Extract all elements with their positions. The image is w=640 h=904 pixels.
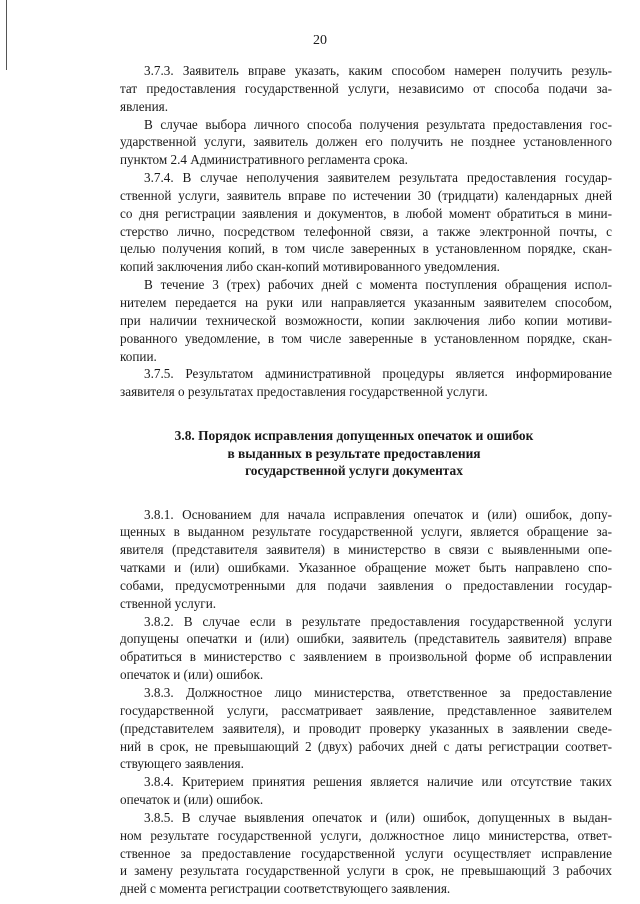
text-line: 3.7.3. Заявитель вправе указать, каким способом намерен получить резуль-	[144, 63, 612, 78]
text-line: обратиться в министерство с заявлением в произвольной форме об исправлении	[120, 649, 612, 665]
section-3-7-text	[96, 62, 612, 401]
text-line: явления.	[120, 98, 169, 114]
heading-line: 3.8. Порядок исправления допущенных опечаток и ошибок	[174, 428, 534, 444]
paragraph	[96, 506, 612, 613]
text-line: 3.8.5. В случае выявления опечаток и (или) ошибок, допущенных в выдан-	[144, 809, 612, 825]
text-line: (представителем заявителя), и проводит проверку указанных в заявлении сведе-	[120, 720, 612, 736]
text-line: пунктом 2.4 Административного регламента срока.	[120, 152, 408, 168]
text-line: при наличии технической возможности, копии заключения либо копии мотиви-	[120, 312, 612, 328]
text-line: опечаток и (или) ошибок.	[120, 792, 264, 808]
text-line: со дня регистрации заявления и документов, в любой момент обратиться в мини-	[120, 205, 612, 221]
heading-line: в выданных в результате предоставления	[227, 445, 481, 461]
paragraph	[96, 276, 612, 365]
text-line: и замену результата государственной услуги в срок, не превышающий 3 рабочих	[120, 863, 612, 879]
text-line: ственной услуги.	[120, 595, 217, 611]
text-line: собами, предусмотренными для подачи заявления о предоставлении государ-	[120, 577, 612, 593]
text-line: В течение 3 (трех) рабочих дней с момента поступления обращения испол-	[144, 277, 612, 293]
text-line: 3.8.3. Должностное лицо министерства, ответственное за предоставление	[144, 684, 612, 700]
text-line: ствующего заявления.	[120, 756, 244, 772]
text-line: целью получения копий, в том числе заверенных в установленном порядке, скан-	[120, 241, 612, 257]
paragraph	[96, 613, 612, 684]
text-line: В случае выбора личного способа получения результата предоставления гос-	[144, 116, 612, 132]
text-line: нителем передается на руки или направляется указанным заявителем способом,	[120, 294, 612, 310]
paragraph	[96, 169, 612, 276]
section-3-8-text	[96, 506, 612, 899]
text-line: 3.8.4. Критерием принятия решения является наличие или отсутствие таких	[144, 774, 612, 790]
text-line: ний в срок, не превышающий 2 (двух) рабочих дней с даты регистрации соответ-	[120, 738, 612, 754]
text-line: щенных в выданном результате государственной услуги, является обращение за-	[120, 524, 612, 540]
heading-line: государственной услуги документах	[245, 463, 463, 479]
paragraph	[96, 684, 612, 773]
text-line: рованного уведомление, в том числе заверенные в установленном порядке, скан-	[120, 330, 612, 346]
paragraph	[96, 116, 612, 170]
text-line: допущены опечатки и (или) ошибки, заявитель (представитель заявителя) вправе	[120, 631, 612, 647]
text-line: тат предоставления государственной услуги, независимо от способа подачи за-	[120, 80, 612, 96]
document-body	[96, 62, 612, 898]
text-line: дней с момента регистрации соответствующего заявления.	[120, 881, 451, 897]
text-line: 3.7.5. Результатом административной процедуры является информирование	[144, 366, 612, 382]
text-line: 3.7.4. В случае неполучения заявителем результата предоставления государ-	[144, 170, 612, 186]
text-line: стерство лично, посредством телефонной связи, а также электронной почты, с	[120, 223, 612, 239]
paragraph	[96, 773, 612, 809]
text-line: ном результате государственной услуги, должностное лицо министерства, ответ-	[120, 827, 612, 843]
text-line: копии.	[120, 348, 157, 364]
text-line: чатками и (или) ошибками. Указанное обращение может быть направлено спо-	[120, 560, 612, 576]
paragraph	[96, 809, 612, 898]
text-line: государственной услуги, рассматривает заявление, представленное заявителем	[120, 702, 612, 718]
text-line: 3.8.2. В случае если в результате предоставления государственной услуги	[144, 613, 612, 629]
text-line: 3.8.1. Основанием для начала исправления опечаток и (или) ошибок, допу-	[144, 506, 612, 522]
text-line: ственной услуги, заявитель вправе по истечении 30 (тридцати) календарных дней	[120, 187, 612, 203]
paragraph	[96, 365, 612, 401]
text-line: ственное за предоставление государственной услуги осуществляет исправление	[120, 845, 612, 861]
section-3-8-heading	[96, 427, 612, 480]
text-line: заявителя о результатах предоставления государственной услуги.	[120, 384, 488, 400]
text-line: опечаток и (или) ошибок.	[120, 667, 264, 683]
text-line: ударственной услуги, заявитель должен его получить не позднее установленного	[120, 134, 612, 150]
text-line: явителя (представителя заявителя) в министерство в связи с выявленными опе-	[120, 542, 612, 558]
text-line: копий заключения либо скан-копий мотивированного уведомления.	[120, 259, 500, 275]
paragraph	[96, 62, 612, 116]
page-number: 20	[313, 33, 327, 48]
